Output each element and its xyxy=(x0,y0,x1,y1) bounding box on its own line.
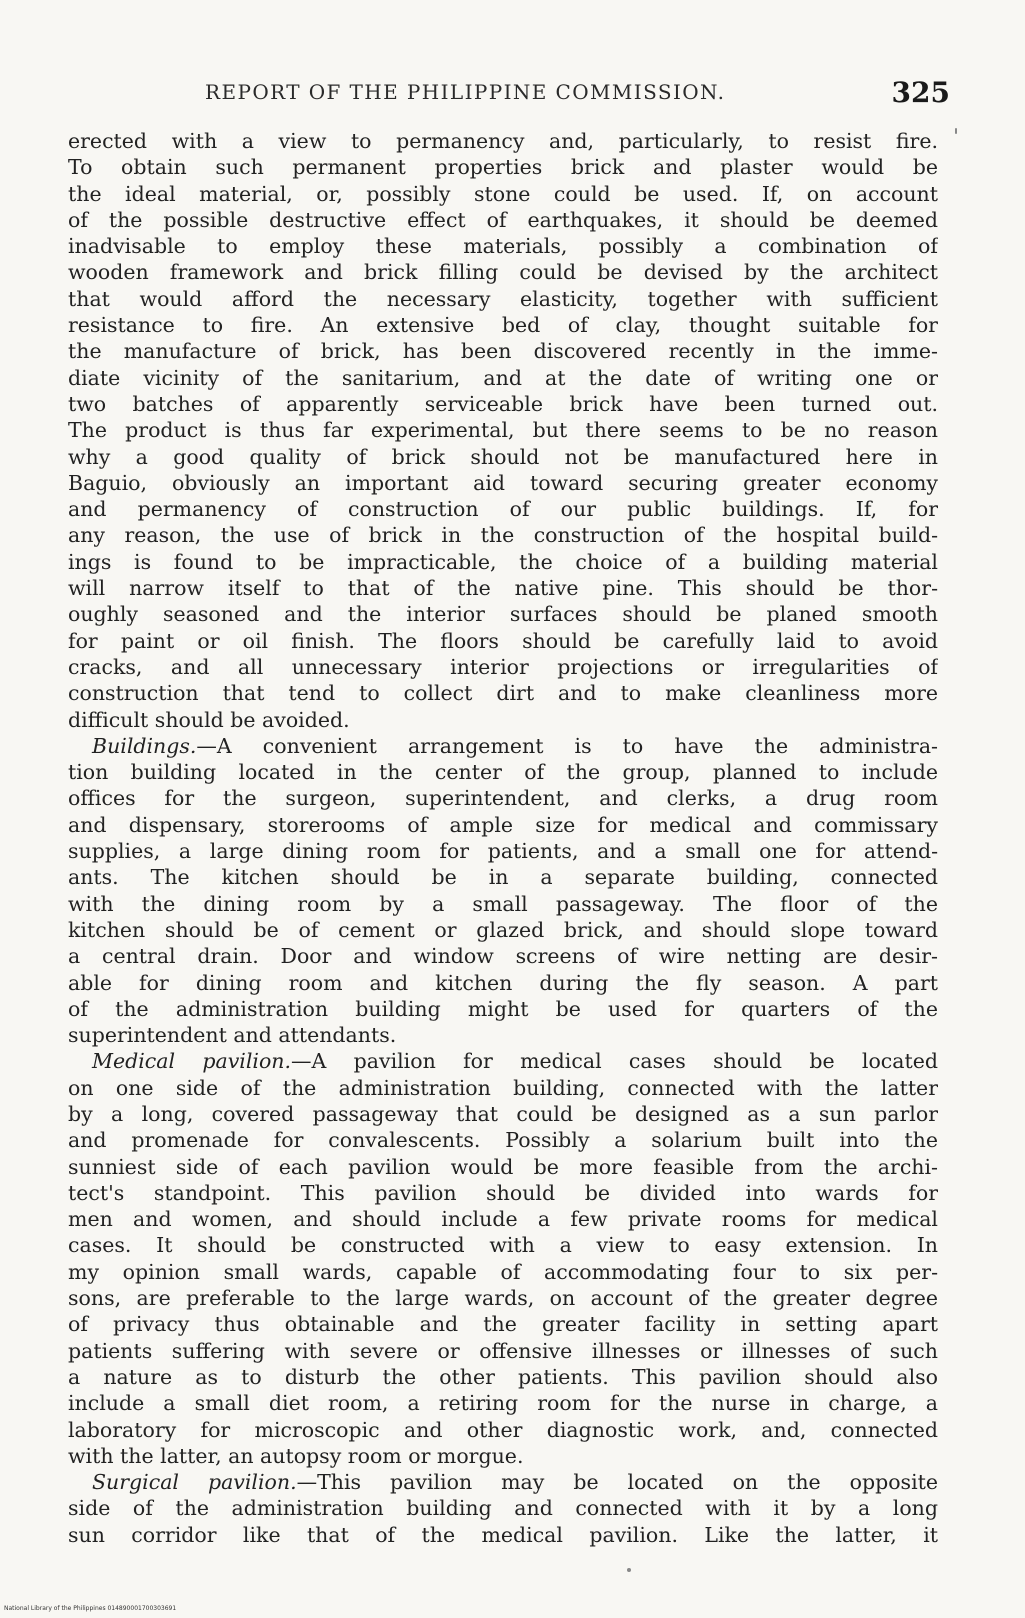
line-text: and dispensary, storerooms of ample size for medical and commissary xyxy=(68,812,938,837)
line-text: my opinion small wards, capable of accommodating four to six per- xyxy=(68,1259,938,1284)
text-line xyxy=(68,1259,938,1285)
line-text: cases. It should be constructed with a view to easy extension. In xyxy=(68,1233,938,1258)
text-line xyxy=(68,522,938,548)
line-text: two batches of apparently serviceable brick have been turned out. xyxy=(68,391,938,416)
line-text: of the administration building might be used for quarters of the xyxy=(68,996,938,1021)
line-text: tion building located in the center of the group, planned to include xyxy=(68,760,938,785)
line-text: ings is found to be impracticable, the choice of a building material xyxy=(68,549,938,574)
text-line xyxy=(68,1311,938,1337)
line-text: sun corridor like that of the medical pavilion. Like the latter, it xyxy=(68,1522,938,1547)
line-text: diate vicinity of the sanitarium, and at the date of writing one or xyxy=(68,365,938,390)
text-line xyxy=(68,812,938,838)
text-line xyxy=(68,1232,938,1258)
text-line xyxy=(68,943,938,969)
text-line xyxy=(68,628,938,654)
text-line xyxy=(68,970,938,996)
line-text: men and women, and should include a few private rooms for medical xyxy=(68,1207,938,1232)
line-text: with the latter, an autopsy room or morgue. xyxy=(68,1443,524,1468)
text-line xyxy=(68,707,938,733)
line-text: why a good quality of brick should not be manufactured here in xyxy=(68,444,938,469)
text-line xyxy=(68,1180,938,1206)
line-text: on one side of the administration building, connected with the latter xyxy=(68,1075,938,1100)
text-line xyxy=(68,444,938,470)
line-text: will narrow itself to that of the native pine. This should be thor- xyxy=(68,576,938,601)
line-text: —A pavilion for medical cases should be located xyxy=(291,1049,938,1074)
line-text: laboratory for microscopic and other diagnostic work, and, connected xyxy=(68,1417,938,1442)
line-text: of the possible destructive effect of earthquakes, it should be deemed xyxy=(68,207,938,232)
line-text: —This pavilion may be located on the opposite xyxy=(296,1470,938,1495)
text-line xyxy=(68,1101,938,1127)
line-text: include a small diet room, a retiring room for the nurse in charge, a xyxy=(68,1391,938,1416)
text-line xyxy=(68,1127,938,1153)
line-text: To obtain such permanent properties brick and plaster would be xyxy=(68,155,938,180)
text-line xyxy=(68,128,938,154)
text-line xyxy=(68,312,938,338)
text-line xyxy=(68,864,938,890)
text-line xyxy=(68,470,938,496)
running-title: REPORT OF THE PHILIPPINE COMMISSION. xyxy=(205,80,726,104)
text-line xyxy=(68,391,938,417)
line-text: patients suffering with severe or offensive illnesses or illnesses of such xyxy=(68,1338,938,1363)
text-line xyxy=(68,1495,938,1521)
line-text: the ideal material, or, possibly stone could be used. If, on account xyxy=(68,181,938,206)
line-text: cracks, and all unnecessary interior projections or irregularities of xyxy=(68,654,938,679)
text-line xyxy=(68,1338,938,1364)
paragraph-heading: Buildings. xyxy=(92,733,197,758)
line-text: that would afford the necessary elasticity, together with sufficient xyxy=(68,286,938,311)
text-line xyxy=(68,1154,938,1180)
page-header xyxy=(205,76,950,110)
text-line xyxy=(68,759,938,785)
scan-speck xyxy=(955,128,957,134)
line-text: erected with a view to permanency and, particularly, to resist fire. xyxy=(68,129,938,153)
line-text: and promenade for convalescents. Possibly a solarium built into the xyxy=(68,1128,938,1153)
text-line xyxy=(68,917,938,943)
text-line xyxy=(68,233,938,259)
line-text: superintendent and attendants. xyxy=(68,1023,397,1048)
line-text: kitchen should be of cement or glazed brick, and should slope toward xyxy=(68,917,938,942)
text-line xyxy=(68,365,938,391)
line-text: of privacy thus obtainable and the greater facility in setting apart xyxy=(68,1312,938,1337)
line-text: by a long, covered passageway that could be designed as a sun parlor xyxy=(68,1101,938,1126)
scan-note: National Library of the Philippines 014890001700303691 xyxy=(4,1605,177,1612)
line-text: able for dining room and kitchen during the fly season. A part xyxy=(68,970,938,995)
text-line xyxy=(68,1417,938,1443)
paragraph-heading-line xyxy=(68,1048,938,1074)
line-text: with the dining room by a small passageway. The floor of the xyxy=(68,891,938,916)
text-line xyxy=(68,181,938,207)
line-text: a nature as to disturb the other patients. This pavilion should also xyxy=(68,1364,938,1389)
body-text xyxy=(68,128,938,1548)
line-text: side of the administration building and connected with it by a long xyxy=(68,1496,938,1521)
line-text: —A convenient arrangement is to have the administra- xyxy=(196,733,938,758)
text-line xyxy=(68,259,938,285)
paragraph-heading: Medical pavilion. xyxy=(92,1049,292,1074)
text-line xyxy=(68,417,938,443)
line-text: wooden framework and brick filling could be devised by the architect xyxy=(68,260,938,285)
line-text: inadvisable to employ these materials, possibly a combination of xyxy=(68,234,938,259)
paragraph-heading-line xyxy=(68,733,938,759)
line-text: any reason, the use of brick in the construction of the hospital build- xyxy=(68,523,938,548)
text-line xyxy=(68,154,938,180)
line-text: difficult should be avoided. xyxy=(68,707,350,732)
text-line xyxy=(68,1075,938,1101)
paragraph-heading-line xyxy=(68,1469,938,1495)
text-line xyxy=(68,891,938,917)
line-text: sunniest side of each pavilion would be more feasible from the archi- xyxy=(68,1154,938,1179)
line-text: resistance to fire. An extensive bed of clay, thought suitable for xyxy=(68,313,938,338)
line-text: tect's standpoint. This pavilion should be divided into wards for xyxy=(68,1180,938,1205)
line-text: oughly seasoned and the interior surfaces should be planed smooth xyxy=(68,602,938,627)
text-line xyxy=(68,286,938,312)
line-text: ants. The kitchen should be in a separate building, connected xyxy=(68,865,938,890)
page-number: 325 xyxy=(891,76,950,109)
line-text: offices for the surgeon, superintendent, and clerks, a drug room xyxy=(68,786,938,811)
text-line xyxy=(68,1206,938,1232)
text-line xyxy=(68,838,938,864)
text-line xyxy=(68,1364,938,1390)
line-text: and permanency of construction of our public buildings. If, for xyxy=(68,497,938,522)
line-text: a central drain. Door and window screens of wire netting are desir- xyxy=(68,944,938,969)
text-line xyxy=(68,785,938,811)
line-text: sons, are preferable to the large wards, on account of the greater degree xyxy=(68,1286,938,1311)
text-line xyxy=(68,1522,938,1548)
text-line xyxy=(68,1285,938,1311)
line-text: The product is thus far experimental, but there seems to be no reason xyxy=(68,418,938,443)
line-text: construction that tend to collect dirt and to make cleanliness more xyxy=(68,681,938,706)
text-line xyxy=(68,1443,938,1469)
text-line xyxy=(68,207,938,233)
line-text: Baguio, obviously an important aid toward securing greater economy xyxy=(68,470,938,495)
line-text: supplies, a large dining room for patients, and a small one for attend- xyxy=(68,839,938,864)
text-line xyxy=(68,549,938,575)
text-line xyxy=(68,996,938,1022)
text-line xyxy=(68,575,938,601)
paragraph-heading: Surgical pavilion. xyxy=(92,1470,297,1495)
text-line xyxy=(68,680,938,706)
text-line xyxy=(68,1022,938,1048)
text-line xyxy=(68,654,938,680)
line-text: the manufacture of brick, has been discovered recently in the imme- xyxy=(68,339,938,364)
text-line xyxy=(68,338,938,364)
line-text: for paint or oil finish. The floors should be carefully laid to avoid xyxy=(68,628,938,653)
scan-speck xyxy=(627,1568,631,1572)
text-line xyxy=(68,601,938,627)
text-line xyxy=(68,496,938,522)
text-line xyxy=(68,1390,938,1416)
